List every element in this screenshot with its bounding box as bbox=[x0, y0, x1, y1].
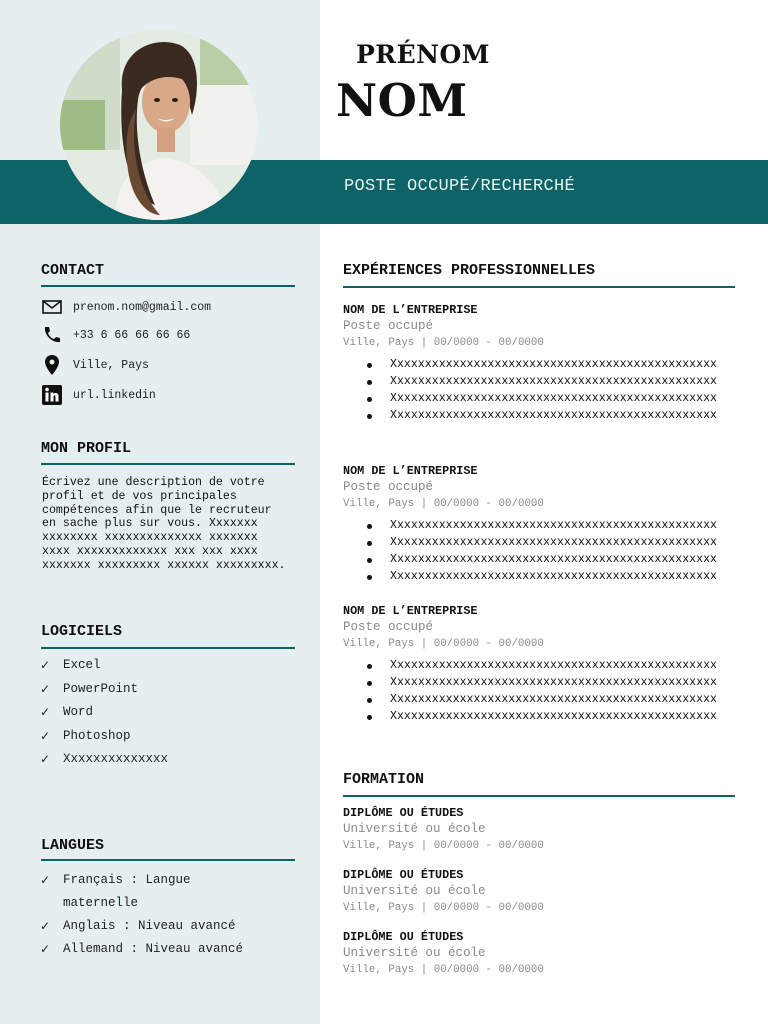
software-list bbox=[40, 658, 168, 776]
software-divider bbox=[41, 647, 295, 649]
list-item: Xxxxxxxxxxxxxxxxxxxxxxxxxxxxxxxxxxxxxxxxxxxxxxx bbox=[365, 658, 743, 674]
company-name: NOM DE L’ENTREPRISE bbox=[343, 604, 478, 618]
school: Université ou école bbox=[343, 884, 486, 898]
bullet-icon bbox=[367, 664, 372, 669]
list-item: Xxxxxxxxxxxxxxxxxxxxxxxxxxxxxxxxxxxxxxxxxxxxxxx bbox=[365, 569, 743, 585]
school: Université ou école bbox=[343, 822, 486, 836]
bullet-icon bbox=[367, 575, 372, 580]
bullet-icon bbox=[367, 558, 372, 563]
profile-photo bbox=[60, 30, 258, 220]
list-item: Xxxxxxxxxxxxxxxxxxxxxxxxxxxxxxxxxxxxxxxxxxxxxxx bbox=[365, 535, 743, 551]
list-item: Xxxxxxxxxxxxxxxxxxxxxxxxxxxxxxxxxxxxxxxxxxxxxxx bbox=[365, 374, 743, 390]
position: Poste occupé bbox=[343, 480, 434, 494]
company-name: NOM DE L’ENTREPRISE bbox=[343, 464, 478, 478]
languages-title: LANGUES bbox=[41, 837, 105, 854]
location-text: Ville, Pays bbox=[73, 358, 149, 372]
education-entry-3 bbox=[343, 929, 743, 979]
software-title: LOGICIELS bbox=[41, 623, 123, 640]
experience-divider bbox=[343, 286, 735, 288]
list-item: ✓ Allemand : Niveau avancé bbox=[40, 938, 280, 961]
contact-linkedin[interactable] bbox=[40, 384, 156, 406]
bullet-icon bbox=[367, 414, 372, 419]
email-text: prenom.nom@gmail.com bbox=[73, 300, 212, 314]
profile-title: MON PROFIL bbox=[41, 440, 132, 457]
location-dates: Ville, Pays | 00/0000 - 00/0000 bbox=[343, 638, 544, 650]
contact-location bbox=[40, 354, 149, 376]
list-item: ✓ Français : Langue maternelle bbox=[40, 869, 280, 915]
bullet-icon bbox=[367, 698, 372, 703]
check-icon: ✓ bbox=[40, 681, 51, 696]
list-item: ✓ Xxxxxxxxxxxxxx bbox=[40, 752, 168, 776]
experience-entry-2 bbox=[343, 463, 743, 605]
location-dates: Ville, Pays | 00/0000 - 00/0000 bbox=[343, 337, 544, 349]
first-name: PRÉNOM bbox=[356, 40, 490, 69]
school: Université ou école bbox=[343, 946, 486, 960]
portrait-illustration bbox=[60, 30, 258, 220]
phone-text: +33 6 66 66 66 66 bbox=[73, 328, 191, 342]
linkedin-text: url.linkedin bbox=[73, 388, 156, 402]
contact-title: CONTACT bbox=[41, 262, 105, 279]
check-icon: ✓ bbox=[40, 919, 51, 933]
languages-divider bbox=[41, 859, 295, 861]
degree: DIPLÔME OU ÉTUDES bbox=[343, 868, 464, 882]
bullet-list bbox=[365, 357, 743, 424]
last-name: NOM bbox=[336, 74, 468, 127]
bullet-icon bbox=[367, 397, 372, 402]
contact-divider bbox=[41, 285, 295, 287]
location-dates: Ville, Pays | 00/0000 - 00/0000 bbox=[343, 840, 544, 852]
position: Poste occupé bbox=[343, 620, 434, 634]
bullet-icon bbox=[367, 541, 372, 546]
degree: DIPLÔME OU ÉTUDES bbox=[343, 930, 464, 944]
list-item: Xxxxxxxxxxxxxxxxxxxxxxxxxxxxxxxxxxxxxxxxxxxxxxx bbox=[365, 692, 743, 708]
job-title: POSTE OCCUPÉ/RECHERCHÉ bbox=[344, 177, 576, 196]
bullet-icon bbox=[367, 524, 372, 529]
check-icon: ✓ bbox=[40, 658, 51, 672]
bullet-list bbox=[365, 518, 743, 585]
list-item: Xxxxxxxxxxxxxxxxxxxxxxxxxxxxxxxxxxxxxxxxxxxxxxx bbox=[365, 357, 743, 373]
position: Poste occupé bbox=[343, 319, 434, 333]
check-icon: ✓ bbox=[40, 752, 51, 766]
profile-description: Écrivez une description de votre profil et de vos principales compétences afin que le recruteur en sache plus sur vous. Xxxxxxx xxxxxxxx xxxxxxxxxxxxxx xxxxxxx xxxx xxxxxxxxxxxxx xxx xxx xxxx xxxxxxx xxxxxxxxx xxxxxx xxxxxxxxx. bbox=[42, 476, 286, 572]
mail-icon bbox=[40, 296, 64, 318]
company-name: NOM DE L’ENTREPRISE bbox=[343, 303, 478, 317]
education-title: FORMATION bbox=[343, 771, 425, 788]
location-pin-icon bbox=[40, 354, 64, 376]
list-item: Xxxxxxxxxxxxxxxxxxxxxxxxxxxxxxxxxxxxxxxxxxxxxxx bbox=[365, 709, 743, 725]
list-item: Xxxxxxxxxxxxxxxxxxxxxxxxxxxxxxxxxxxxxxxxxxxxxxx bbox=[365, 552, 743, 568]
location-dates: Ville, Pays | 00/0000 - 00/0000 bbox=[343, 498, 544, 510]
experience-title: EXPÉRIENCES PROFESSIONNELLES bbox=[343, 262, 596, 279]
list-item: Xxxxxxxxxxxxxxxxxxxxxxxxxxxxxxxxxxxxxxxxxxxxxxx bbox=[365, 518, 743, 534]
experience-entry-1 bbox=[343, 302, 743, 464]
check-icon: ✓ bbox=[40, 728, 51, 743]
list-item: Xxxxxxxxxxxxxxxxxxxxxxxxxxxxxxxxxxxxxxxxxxxxxxx bbox=[365, 408, 743, 424]
phone-icon bbox=[40, 324, 64, 346]
list-item: ✓ Word bbox=[40, 705, 168, 729]
list-item: ✓ Anglais : Niveau avancé bbox=[40, 915, 280, 938]
location-dates: Ville, Pays | 00/0000 - 00/0000 bbox=[343, 902, 544, 914]
education-entry-1 bbox=[343, 805, 743, 855]
profile-divider bbox=[41, 463, 295, 465]
bullet-icon bbox=[367, 380, 372, 385]
linkedin-icon bbox=[40, 384, 64, 406]
check-icon: ✓ bbox=[40, 942, 51, 956]
bullet-icon bbox=[367, 681, 372, 686]
degree: DIPLÔME OU ÉTUDES bbox=[343, 806, 464, 820]
bullet-list bbox=[365, 658, 743, 725]
bullet-icon bbox=[367, 715, 372, 720]
list-item: Xxxxxxxxxxxxxxxxxxxxxxxxxxxxxxxxxxxxxxxxxxxxxxx bbox=[365, 675, 743, 691]
contact-email[interactable] bbox=[40, 296, 211, 318]
bullet-icon bbox=[367, 363, 372, 368]
contact-phone[interactable] bbox=[40, 324, 190, 346]
education-entry-2 bbox=[343, 867, 743, 917]
check-icon: ✓ bbox=[40, 705, 51, 719]
education-divider bbox=[343, 795, 735, 797]
languages-list bbox=[40, 869, 280, 961]
check-icon: ✓ bbox=[40, 873, 51, 887]
list-item: ✓ Photoshop bbox=[40, 729, 168, 753]
list-item: ✓ Excel bbox=[40, 658, 168, 682]
list-item: ✓ PowerPoint bbox=[40, 682, 168, 706]
experience-entry-3 bbox=[343, 603, 743, 764]
list-item: Xxxxxxxxxxxxxxxxxxxxxxxxxxxxxxxxxxxxxxxxxxxxxxx bbox=[365, 391, 743, 407]
location-dates: Ville, Pays | 00/0000 - 00/0000 bbox=[343, 964, 544, 976]
